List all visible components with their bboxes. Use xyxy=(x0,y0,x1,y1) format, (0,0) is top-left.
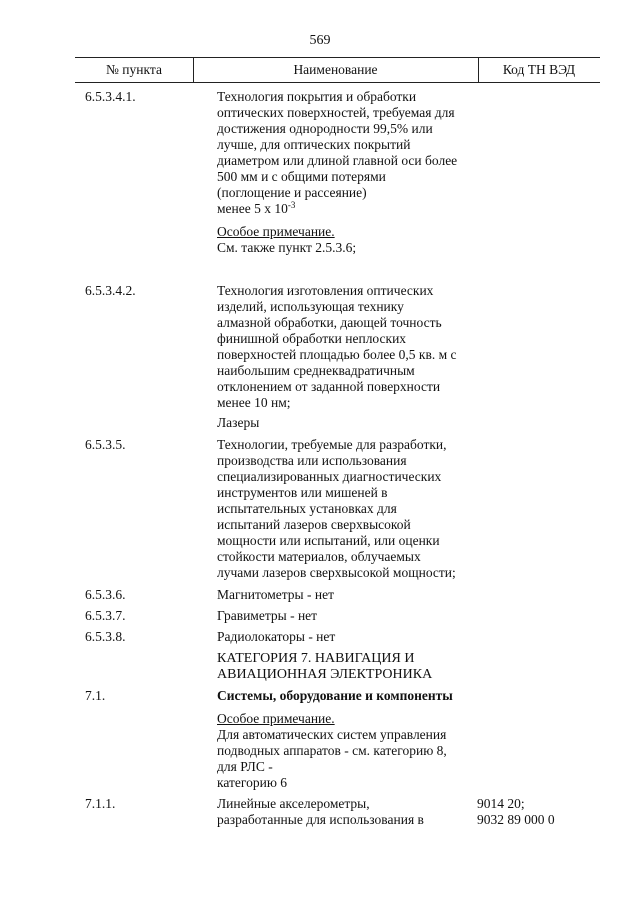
entry-line: стойкости материалов, облучаемых xyxy=(217,549,421,564)
entry-text xyxy=(217,89,477,217)
entry-line: лучше, для оптических покрытий xyxy=(217,137,411,152)
table-header-bottom-rule xyxy=(75,82,600,83)
entry-line: испытаний лазеров сверхвысокой xyxy=(217,517,411,532)
category-heading-line: КАТЕГОРИЯ 7. НАВИГАЦИЯ И xyxy=(217,651,415,666)
entry-line: достижения однородности 99,5% или xyxy=(217,121,433,136)
entry-number: 7.1.1. xyxy=(85,796,116,811)
entry-line: специализированных диагностических xyxy=(217,469,442,484)
entry-line: лучами лазеров сверхвысокой мощности; xyxy=(217,565,456,580)
entry-number: 6.5.3.5. xyxy=(85,437,126,452)
hs-code-line: 9032 89 000 0 xyxy=(477,812,555,827)
entry-text xyxy=(217,283,477,411)
entry-number: 6.5.3.4.1. xyxy=(85,89,136,104)
entry-text xyxy=(217,796,477,828)
entry-text: Радиолокаторы - нет xyxy=(217,629,336,644)
column-header-code: Код ТН ВЭД xyxy=(502,62,576,77)
threshold-base: менее 5 x 10 xyxy=(217,201,288,216)
entry-text: Гравиметры - нет xyxy=(217,608,318,623)
page-number: 569 xyxy=(309,33,331,48)
entry-line: испытательных установках для xyxy=(217,501,397,516)
entry-line: Технология изготовления оптических xyxy=(217,283,434,298)
entry-line: Линейные акселерометры, xyxy=(217,796,370,811)
entry-line: диаметром или длиной главной оси более xyxy=(217,153,458,168)
entry-text: Магнитометры - нет xyxy=(217,587,334,602)
hs-code xyxy=(477,796,555,828)
entry-line: разработанные для использования в xyxy=(217,812,424,827)
entry-line: инструментов или мишеней в xyxy=(217,485,388,500)
category-heading xyxy=(217,651,477,683)
entry-line: (поглощение и рассеяние) xyxy=(217,185,367,200)
table-header-top-rule xyxy=(75,57,600,58)
entry-text xyxy=(217,437,477,581)
entry-line: финишной обработки неплоских xyxy=(217,331,407,346)
entry-line: Технология покрытия и обработки xyxy=(217,89,417,104)
entry-number: 6.5.3.8. xyxy=(85,629,126,644)
entry-number: 7.1. xyxy=(85,688,106,703)
special-note-line: Для автоматических систем управления xyxy=(217,727,447,742)
hs-code-line: 9014 20; xyxy=(477,796,525,811)
special-note-line: для РЛС - xyxy=(217,759,273,774)
entry-line: мощности или испытаний, или оценки xyxy=(217,533,440,548)
entry-line: наибольшим среднеквадратичным xyxy=(217,363,415,378)
entry-line: алмазной обработки, дающей точность xyxy=(217,315,442,330)
special-note xyxy=(217,711,477,791)
entry-line: поверхностей площадью более 0,5 кв. м с xyxy=(217,347,457,362)
special-note-line: категорию 6 xyxy=(217,775,288,790)
threshold-exponent: -3 xyxy=(287,200,296,210)
entry-line: изделий, использующая технику xyxy=(217,299,404,314)
entry-line: производства или использования xyxy=(217,453,407,468)
entry-line: менее 10 нм; xyxy=(217,395,291,410)
category-heading-line: АВИАЦИОННАЯ ЭЛЕКТРОНИКА xyxy=(217,667,433,682)
section-heading-lasers: Лазеры xyxy=(217,415,260,430)
special-note-text: См. также пункт 2.5.3.6; xyxy=(217,240,357,255)
entry-line: Технологии, требуемые для разработки, xyxy=(217,437,447,452)
special-note-title: Особое примечание. xyxy=(217,224,335,239)
entry-line: оптических поверхностей, требуемая для xyxy=(217,105,455,120)
special-note-title: Особое примечание. xyxy=(217,711,335,726)
entry-line: 500 мм и с общими потерями xyxy=(217,169,386,184)
entry-number: 6.5.3.7. xyxy=(85,608,126,623)
special-note-line: подводных аппаратов - см. категорию 8, xyxy=(217,743,447,758)
entry-line: отклонением от заданной поверхности xyxy=(217,379,441,394)
entry-number: 6.5.3.6. xyxy=(85,587,126,602)
entry-number: 6.5.3.4.2. xyxy=(85,283,136,298)
entry-line xyxy=(217,201,477,217)
special-note xyxy=(217,224,477,256)
column-header-item-number: № пункта xyxy=(106,62,162,77)
column-header-name: Наименование xyxy=(293,62,378,77)
entry-title: Системы, оборудование и компоненты xyxy=(217,688,453,703)
